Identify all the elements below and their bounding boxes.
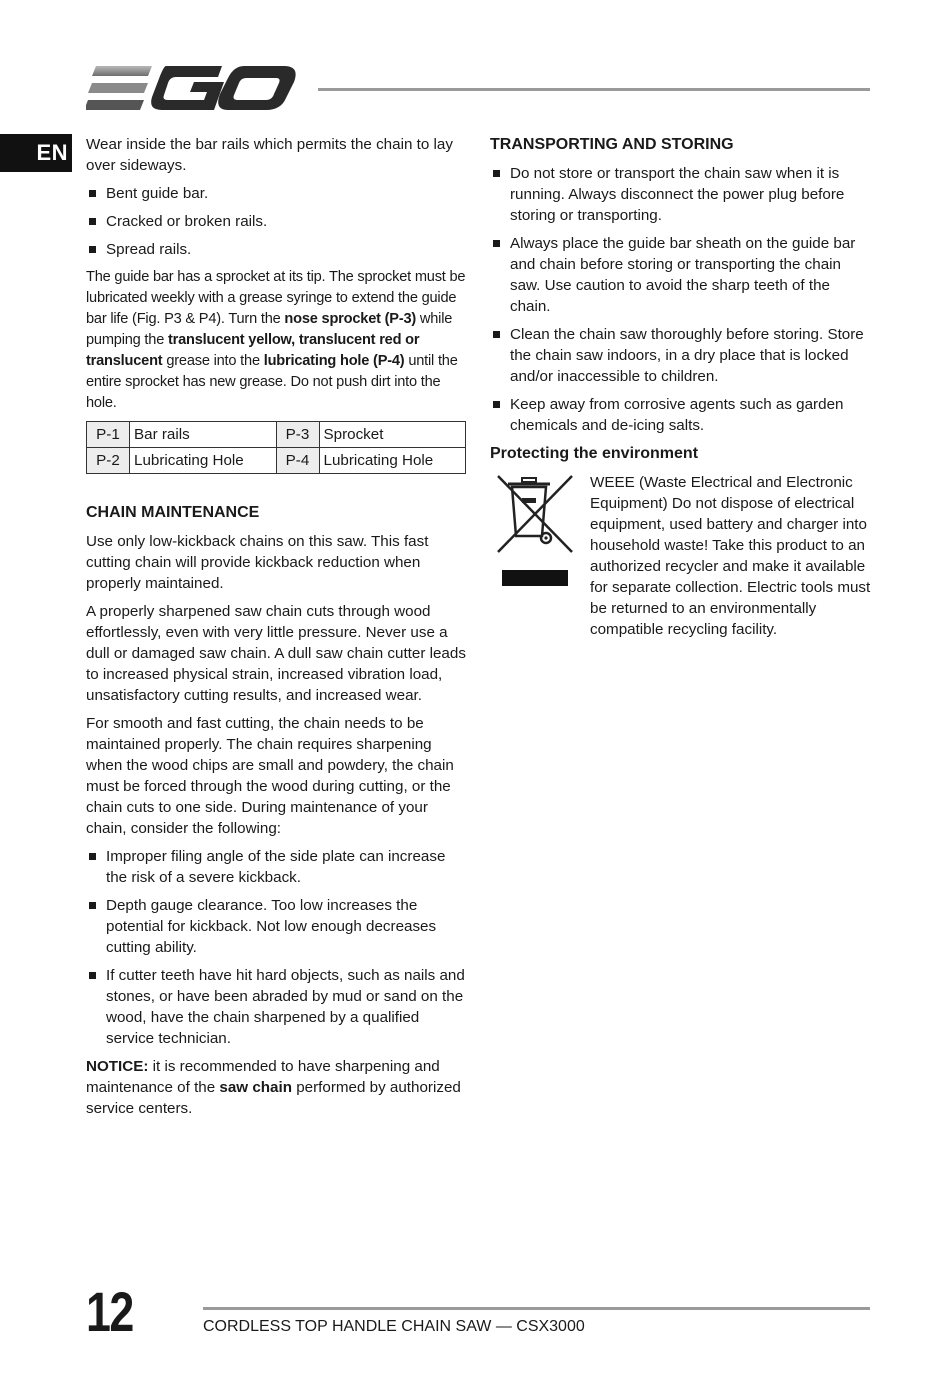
- footer-rule: [203, 1307, 870, 1310]
- weee-section: [490, 472, 872, 647]
- bar-issue-list: [86, 183, 468, 260]
- list-item: Always place the guide bar sheath on the guide bar and chain before storing or transporting the chain saw. Use caution to avoid the sharp teeth of the chain.: [490, 233, 872, 317]
- ego-logo: [86, 64, 298, 112]
- table-row: [87, 422, 466, 448]
- notice-label: NOTICE:: [86, 1058, 149, 1075]
- table-cell: P-1: [87, 422, 130, 448]
- transport-heading: TRANSPORTING AND STORING: [490, 136, 734, 153]
- table-cell: P-3: [276, 422, 319, 448]
- list-item: Keep away from corrosive agents such as garden chemicals and de-icing salts.: [490, 394, 872, 436]
- right-column: [490, 134, 872, 647]
- parts-table: [86, 421, 466, 474]
- list-item: Clean the chain saw thoroughly before storing. Store the chain saw indoors, in a dry place that is locked and/or inaccessible to children.: [490, 324, 872, 387]
- left-column: [86, 134, 468, 1126]
- intro-text: Wear inside the bar rails which permits the chain to lay over sideways.: [86, 136, 453, 174]
- notice-paragraph: NOTICE: it is recommended to have sharpening and maintenance of the saw chain performed by authorized service centers.: [86, 1058, 461, 1117]
- crossed-out-bin-icon: [490, 472, 576, 588]
- language-tab: EN: [0, 134, 72, 172]
- chain-paragraph-3: For smooth and fast cutting, the chain needs to be maintained properly. The chain requires sharpening when the wood chips are small and powdery, the chain must be forced through the wood during cutting, or the chain cuts to one side. During maintenance of your chain, consider the following:: [86, 715, 454, 837]
- list-item: Depth gauge clearance. Too low increases the potential for kickback. Not low enough decreases cutting ability.: [86, 895, 468, 958]
- transport-list: [490, 163, 872, 436]
- environment-heading: Protecting the environment: [490, 445, 699, 462]
- table-cell: Sprocket: [319, 422, 466, 448]
- list-item: Cracked or broken rails.: [86, 211, 468, 232]
- weee-text: WEEE (Waste Electrical and Electronic Equipment) Do not dispose of electrical equipment, used battery and charger into household waste! Take this product to an authorized recycler and make it available for separate collection. Electric tools must be returned to an environmentally compatible recycling facility.: [590, 474, 871, 638]
- header-rule: [318, 88, 870, 91]
- table-cell: Lubricating Hole: [130, 448, 277, 474]
- chain-maintenance-heading: CHAIN MAINTENANCE: [86, 504, 260, 521]
- chain-paragraph-2: A properly sharpened saw chain cuts through wood effortlessly, even with very little pressure. Never use a dull or damaged saw chain. A dull saw chain cutter leads to increased physical strain, increased vibration load, unsatisfactory cutting results, and increased wear.: [86, 603, 466, 704]
- list-item: If cutter teeth have hit hard objects, such as nails and stones, or have been abraded by mud or sand on the wood, have the chain sharpened by a qualified service technician.: [86, 965, 468, 1049]
- table-cell: P-2: [87, 448, 130, 474]
- list-item: Spread rails.: [86, 239, 468, 260]
- list-item: Bent guide bar.: [86, 183, 468, 204]
- chain-paragraph-1: Use only low-kickback chains on this saw. This fast cutting chain will provide kickback reduction when properly maintained.: [86, 533, 429, 592]
- table-cell: P-4: [276, 448, 319, 474]
- list-item: Do not store or transport the chain saw when it is running. Always disconnect the power plug before storing or transporting.: [490, 163, 872, 226]
- footer-title: CORDLESS TOP HANDLE CHAIN SAW — CSX3000: [203, 1318, 585, 1335]
- sprocket-paragraph: The guide bar has a sprocket at its tip. The sprocket must be lubricated weekly with a grease syringe to extend the guide bar life (Fig. P3 & P4). Turn the nose sprocket (P-3) while pumping the translucent yellow, translucent red or translucent grease into the lubricating hole (P-4) until the entire sprocket has new grease. Do not push dirt into the hole.: [86, 269, 466, 411]
- page-number: 12: [86, 1280, 133, 1343]
- table-row: [87, 448, 466, 474]
- table-cell: Bar rails: [130, 422, 277, 448]
- table-cell: Lubricating Hole: [319, 448, 466, 474]
- chain-maintenance-list: [86, 846, 468, 1049]
- list-item: Improper filing angle of the side plate can increase the risk of a severe kickback.: [86, 846, 468, 888]
